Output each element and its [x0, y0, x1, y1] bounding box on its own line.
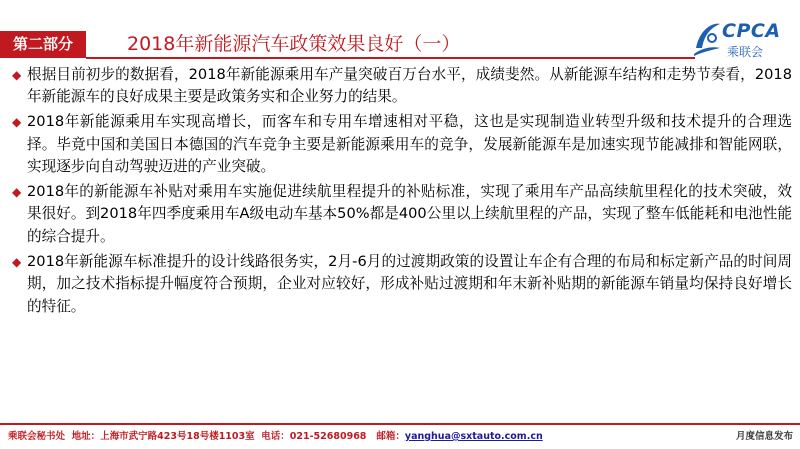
- diamond-bullet-icon: ◆: [12, 254, 22, 269]
- logo-subtext: 乘联会: [727, 45, 764, 59]
- diamond-bullet-icon: ◆: [12, 68, 22, 82]
- diamond-bullet-icon: ◆: [12, 185, 22, 200]
- bullet-item: [12, 111, 792, 178]
- cpca-logo: [692, 18, 792, 58]
- bullet-text: 根据目前初步的数据看，2018年新能源乘用车产量突破百万台水平，成绩斐然。从新能源车结构和走势节奏看，2018年新能源车的良好成果主要是政策务实和企业努力的结果。: [27, 66, 792, 106]
- logo-text: CPCA: [722, 20, 781, 42]
- bullet-item: [12, 251, 792, 318]
- logo-swoosh-icon: [692, 18, 722, 58]
- bullet-text: 2018年的新能源车补贴对乘用车实施促进续航里程提升的补贴标准，实现了乘用车产品高续航里程化的技术突破，效果很好。到2018年四季度乘用车A级电动车基本50%都是400公里以上续航里程的产品，实现了整车低能耗和电池性能的综合提升。: [27, 183, 792, 245]
- diamond-bullet-icon: ◆: [12, 115, 22, 130]
- bullet-list: [12, 64, 792, 320]
- footer-org: 乘联会秘书处: [8, 431, 66, 442]
- footer-right-label: 月度信息发布: [735, 431, 793, 442]
- title-divider: [86, 57, 695, 59]
- footer-address: 地址：上海市武宁路423号18号楼1103室: [71, 431, 255, 442]
- footer: [8, 428, 793, 442]
- footer-email-link[interactable]: yanghua@sxtauto.com.cn: [404, 431, 543, 442]
- bullet-text: 2018年新能源乘用车实现高增长，而客车和专用车增速相对平稳，这也是实现制造业转型升级和技术提升的合理选择。毕竟中国和美国日本德国的汽车竞争主要是新能源乘用车的竞争，发展新能源车是加速实现节能减排和智能网联，实现逐步向自动驾驶迈进的产业突破。: [27, 113, 792, 176]
- footer-divider: [0, 423, 800, 425]
- bullet-item: [12, 181, 792, 248]
- page-title: 2018年新能源汽车政策效果良好（一）: [127, 33, 461, 55]
- header: [0, 0, 800, 60]
- footer-email-label: 邮箱：: [376, 431, 405, 442]
- section-tag: 第二部分: [0, 31, 86, 58]
- bullet-text: 2018年新能源车标准提升的设计线路很务实，2月-6月的过渡期政策的设置让车企有合理的布局和标定新产品的时间周期，加之技术指标提升幅度符合预期，企业对应较好，形成补贴过渡期和年末新补贴期的新能源车销量均保持良好增长的特征。: [27, 252, 792, 315]
- footer-phone: 电话：021-52680968: [261, 431, 367, 442]
- bullet-item: [12, 64, 792, 109]
